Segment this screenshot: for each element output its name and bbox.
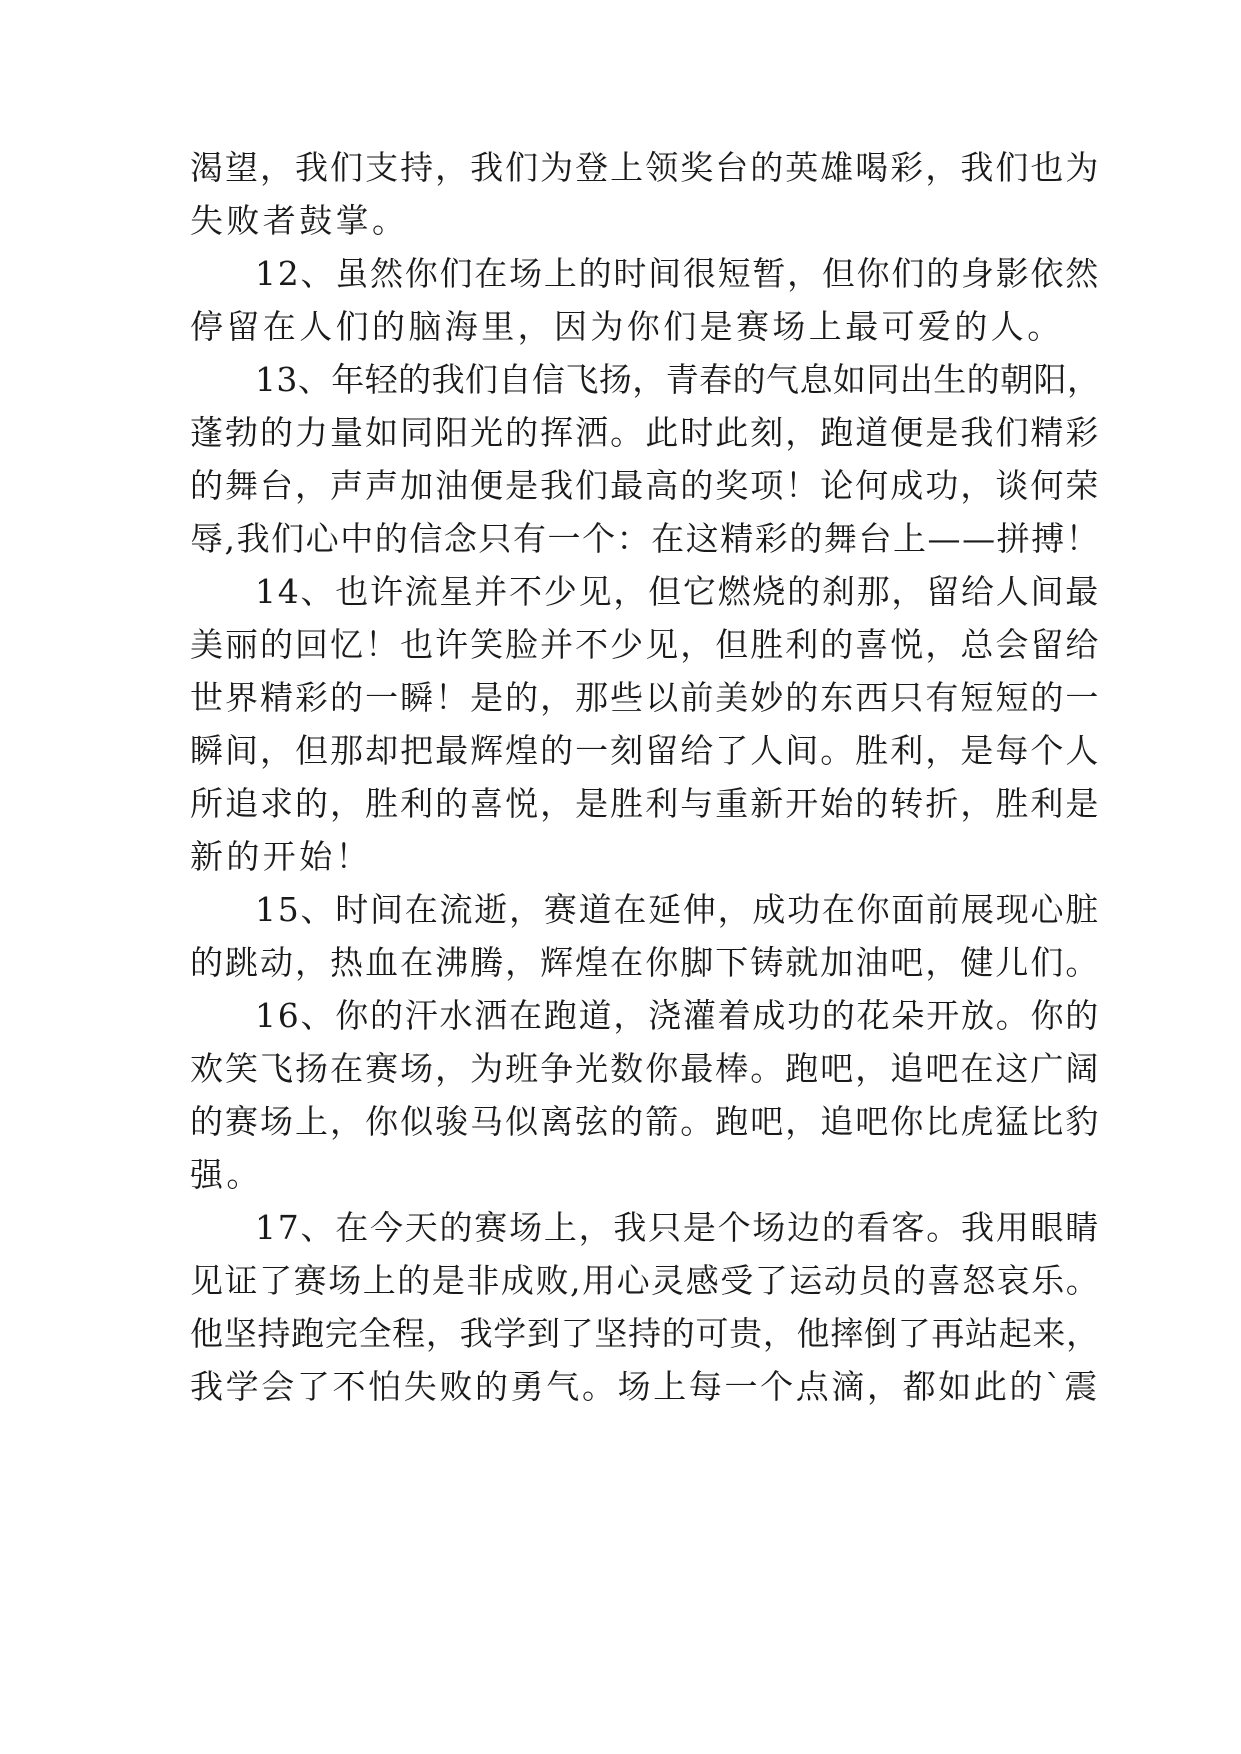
text-line: 辱,我们心中的信念只有一个：在这精彩的舞台上——拼搏！ [190,519,1101,558]
paragraph-17-start: 17、在今天的赛场上，我只是个场边的看客。我用眼睛 [255,1208,1100,1247]
paragraph-15-start: 15、时间在流逝，赛道在延伸，成功在你面前展现心脏 [255,890,1100,929]
text-line: 欢笑飞扬在赛场，为班争光数你最棒。跑吧，追吧在这广阔 [190,1049,1101,1088]
paragraph-14-start: 14、也许流星并不少见，但它燃烧的刹那，留给人间最 [255,572,1100,611]
paragraph-16-start: 16、你的汗水洒在跑道，浇灌着成功的花朵开放。你的 [255,996,1100,1035]
text-line: 我学会了不怕失败的勇气。场上每一个点滴，都如此的`震 [190,1367,1100,1406]
text-line: 瞬间，但那却把最辉煌的一刻留给了人间。胜利，是每个人 [190,731,1101,770]
text-line: 停留在人们的脑海里，因为你们是赛场上最可爱的人。 [190,307,1064,346]
text-line: 世界精彩的一瞬！是的，那些以前美妙的东西只有短短的一 [190,678,1101,717]
text-line: 蓬勃的力量如同阳光的挥洒。此时此刻，跑道便是我们精彩 [190,413,1101,452]
text-line: 渴望，我们支持，我们为登上领奖台的英雄喝彩，我们也为 [190,148,1101,187]
text-line: 新的开始！ [190,837,372,876]
text-line: 美丽的回忆！也许笑脸并不少见，但胜利的喜悦，总会留给 [190,625,1101,664]
paragraph-12-start: 12、虽然你们在场上的时间很短暂，但你们的身影依然 [255,254,1100,293]
text-line: 见证了赛场上的是非成败,用心灵感受了运动员的喜怒哀乐。 [190,1261,1101,1300]
text-line: 失败者鼓掌。 [190,201,409,240]
text-line: 的跳动，热血在沸腾，辉煌在你脚下铸就加油吧，健儿们。 [190,943,1101,982]
text-line: 强。 [190,1155,263,1194]
text-line: 所追求的，胜利的喜悦，是胜利与重新开始的转折，胜利是 [190,784,1101,823]
text-line: 他坚持跑完全程，我学到了坚持的可贵，他摔倒了再站起来， [190,1314,1100,1353]
paragraph-13-start: 13、年轻的我们自信飞扬，青春的气息如同出生的朝阳， [255,360,1101,399]
text-line: 的舞台，声声加油便是我们最高的奖项！论何成功，谈何荣 [190,466,1101,505]
text-line: 的赛场上，你似骏马似离弦的箭。跑吧，追吧你比虎猛比豹 [190,1102,1101,1141]
